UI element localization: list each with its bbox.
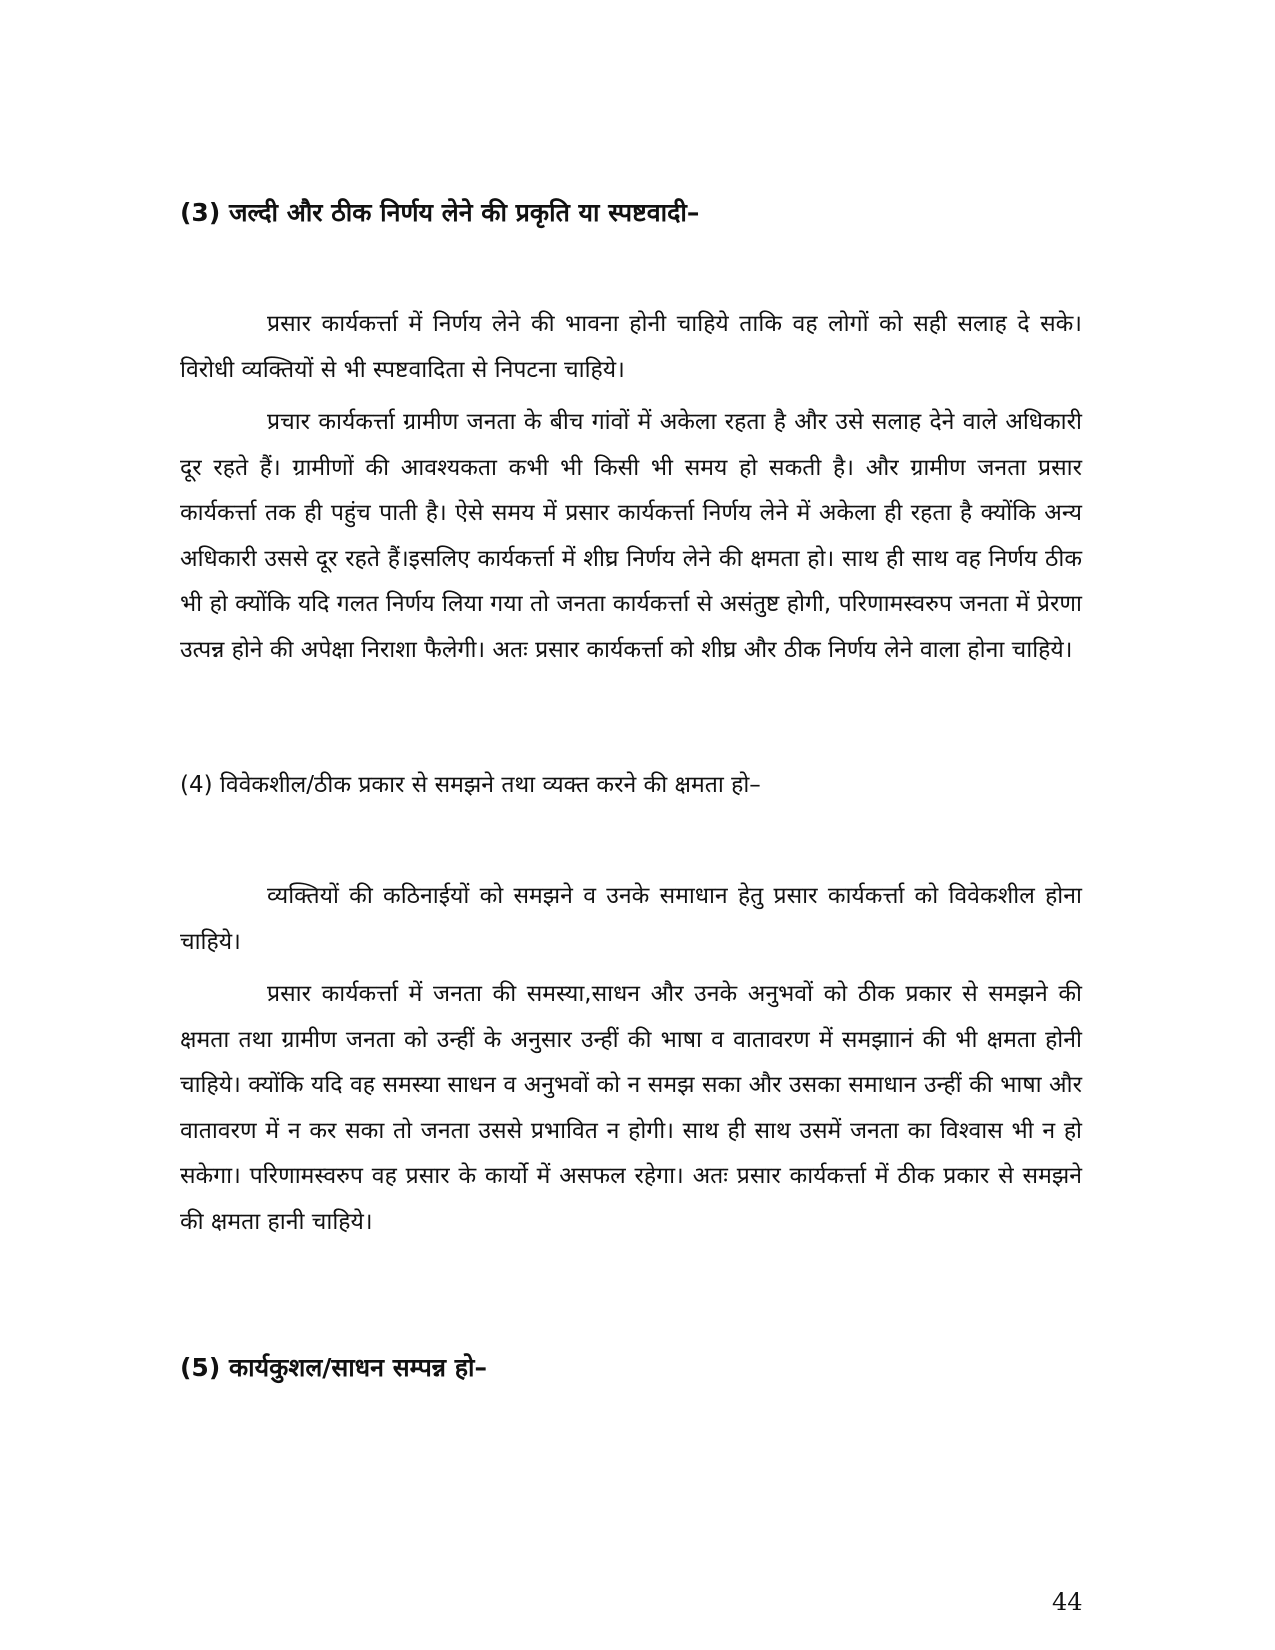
paragraph-1: प्रसार कार्यकर्त्ता में निर्णय लेने की भावना होनी चाहिये ताकि वह लोगों को सही सलाह दे सके। विरोधी व्यक्तियों से भी स्पष्टवादिता से निपटना चाहिये। (180, 311, 1082, 383)
section-heading-5: (5) कार्यकुशल/साधन सम्पन्न हो– (180, 1353, 488, 1382)
section-heading-4: (4) विवेकशील/ठीक प्रकार से समझने तथा व्यक्त करने की क्षमता हो– (180, 772, 761, 798)
paragraph-3: व्यक्तियों की कठिनाईयों को समझने व उनके समाधान हेतु प्रसार कार्यकर्त्ता को विवेकशील होना चाहिये। (180, 883, 1082, 955)
section-heading-3: (3) जल्दी और ठीक निर्णय लेने की प्रकृति या स्पष्टवादी– (180, 198, 700, 227)
page-number: 44 (1052, 1588, 1083, 1616)
paragraph-4: प्रसार कार्यकर्त्ता में जनता की समस्या,साधन और उनके अनुभवों को ठीक प्रकार से समझने की क्षमता तथा ग्रामीण जनता को उन्हीं के अनुसार उन्हीं की भाषा व वातावरण में समझाानं की भी क्षमता होनी चाहिये। क्योंकि यदि वह समस्या साधन व अनुभवों को न समझ सका और उसका समाधान उन्हीं की भाषा और वातावरण में न कर सका तो जनता उससे प्रभावित न होगी। साथ ही साथ उसमें जनता का विश्वास भी न हो सकेगा। परिणामस्वरुप वह प्रसार के कार्यो में असफल रहेगा। अतः प्रसार कार्यकर्त्ता में ठीक प्रकार से समझने की क्षमता हानी चाहिये। (180, 981, 1082, 1235)
paragraph-2: प्रचार कार्यकर्त्ता ग्रामीण जनता के बीच गांवों में अकेला रहता है और उसे सलाह देने वाले अधिकारी दूर रहते हैं। ग्रामीणों की आवश्यकता कभी भी किसी भी समय हो सकती है। और ग्रामीण जनता प्रसार कार्यकर्त्ता तक ही पहुंच पाती है। ऐसे समय में प्रसार कार्यकर्त्ता निर्णय लेने में अकेला ही रहता है क्योंकि अन्य अधिकारी उससे दूर रहते हैं।इसलिए कार्यकर्त्ता में शीघ्र निर्णय लेने की क्षमता हो। साथ ही साथ वह निर्णय ठीक भी हो क्योंकि यदि गलत निर्णय लिया गया तो जनता कार्यकर्त्ता से असंतुष्ट होगी, परिणामस्वरुप जनता में प्रेरणा उत्पन्न होने की अपेक्षा निराशा फैलेगी। अतः प्रसार कार्यकर्त्ता को शीघ्र और ठीक निर्णय लेने वाला होना चाहिये। (180, 409, 1082, 663)
